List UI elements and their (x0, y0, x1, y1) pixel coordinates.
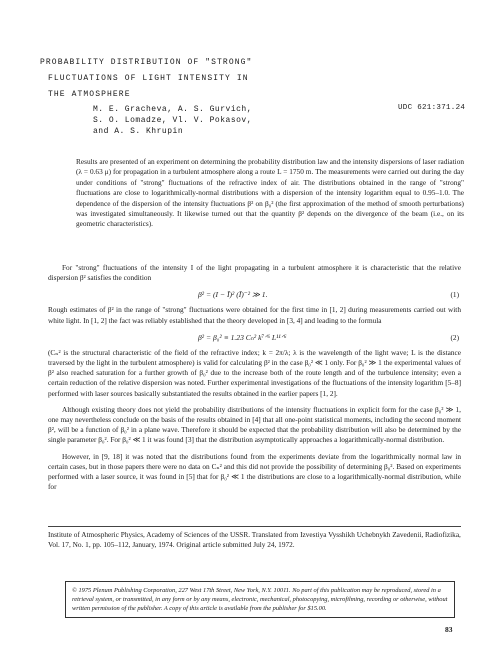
body-paragraph-4: Although existing theory does not yield the probability distributions of the intensity fluctuations in explicit form for the case β₀² ≫ 1, one may nevertheless conclude on the basis of the results obtained in [4] that all one-point statistical moments, including the second moment β², will be a function of β₀² in a plane wave. Therefore it should be expected that the probability distribution will also be determined by the single parameter β₀². For β₀² ≪ 1 it was found [3] that the distribution asymptotically approaches a logarithmically-normal distribution. (48, 404, 461, 445)
authors-line-1: M. E. Gracheva, A. S. Gurvich, (93, 105, 253, 114)
title-line-3: THE ATMOSPHERE (48, 90, 131, 99)
udc-code: UDC 621:371.24 (398, 104, 466, 112)
abstract: Results are presented of an experiment on determining the probability distribution law and the intensity dispersions of laser radiation (λ = 0.63 μ) for propagation in a turbulent atmosphere along a route L = 1750 m. The measurements were carried out during the day under conditions of "strong" fluctuations of the refractive index of air. The distributions obtained in the range of "strong" fluctuations are close to logarithmically-normal distributions with a dispersion of the intensity logarithm equal to 0.95–1.0. The dependence of the dispersion of the intensity fluctuations β² on β₀² (the first approximation of the method of smooth perturbations) was investigated simultaneously. It likewise turned out that the quantity β² depends on the divergence of the beam (i.e., on its geometric characteristics). (76, 157, 464, 229)
article-title (40, 55, 440, 103)
equation-1 (48, 289, 461, 303)
authors-line-2: S. O. Lomadze, Vl. V. Pokasov, (93, 116, 253, 126)
title-line-2: FLUCTUATIONS OF LIGHT INTENSITY IN (48, 74, 249, 83)
authors-line-3: and A. S. Khrupin (93, 127, 184, 137)
equation-1-number: (1) (450, 290, 459, 300)
article-body (48, 263, 461, 498)
page-number: 83 (445, 625, 453, 634)
body-paragraph-2: Rough estimates of β² in the range of "strong" fluctuations were obtained for the first time in [1, 2] during measurements carried out with white light. In [1, 2] the fact was reliably established that the theory developed in [3, 4] and leading to the formula (48, 305, 461, 325)
affiliation-footnote: Institute of Atmospheric Physics, Academy of Sciences of the USSR. Translated from Izvestiya Vysshikh Uchebnykh Zavedenii, Radiofizika, Vol. 17, No. 1, pp. 105–112, January, 1974. Original article submitted July 24, 1972. (48, 526, 461, 551)
equation-1-expression: β² = (I − Ī)² (Ī)⁻² ≫ 1. (198, 290, 268, 300)
title-line-1: PROBABILITY DISTRIBUTION OF "STRONG" (40, 58, 253, 67)
body-paragraph-5: However, in [9, 18] it was noted that the distributions found from the experiments deviate from the logarithmically normal law in certain cases, but in those papers there were no data on Cₙ² and this did not provide the possibility of determining β₀². Based on experiments performed with a laser source, it was found in [5] that for β₀² ≪ 1 the distributions are close to a logarithmically-normal distribution, while for (48, 451, 461, 492)
equation-2 (48, 332, 461, 346)
body-paragraph-1: For "strong" fluctuations of the intensity I of the light propagating in a turbulent atmosphere it is characteristic that the relative dispersion β² satisfies the condition (48, 263, 461, 283)
equation-2-number: (2) (450, 332, 459, 342)
body-paragraph-3: (Cₙ² is the structural characteristic of the field of the refractive index; k = 2π/λ; λ is the wavelength of the light wave; L is the distance traversed by the light in the turbulent atmosphere) is valid for calculating β² in the case β₀² ≪ 1 only. For β₀² ≫ 1 the experimental values of β² also reached saturation for a further growth of β₀² due to the increase both of the route length and of the turbulence intensity; even a certain reduction of the relative dispersion was noted. Further experimental investigations of the fluctuations of the intensity logarithm [5–8] performed with laser sources basically substantiated the results obtained in the earlier papers [1, 2]. (48, 347, 461, 398)
equation-2-expression: β² = β₀² ≡ 1.23 Cₙ² k⁷ᐟ⁶ L¹¹ᐟ⁶ (198, 332, 287, 342)
author-list (93, 104, 252, 138)
copyright-notice: © 1975 Plenum Publishing Corporation, 227 West 17th Street, New York, N.Y. 10011. No part of this publication may be reproduced, stored in a retrieval system, or transmitted, in any form or by any means, electronic, mechanical, photocopying, microfilming, recording or otherwise, without written permission of the publisher. A copy of this article is available from the publisher for $15.00. (65, 581, 455, 618)
